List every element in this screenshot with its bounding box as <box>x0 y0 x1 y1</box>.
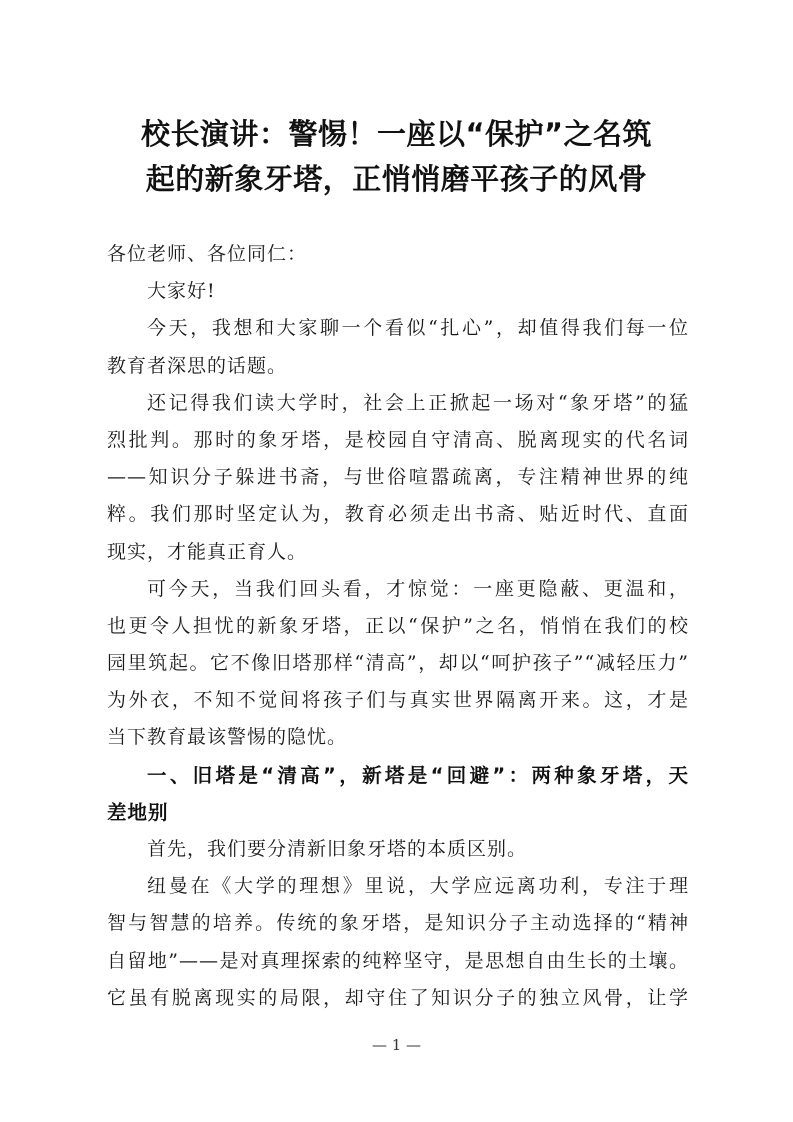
page-number: — 1 — <box>371 1036 422 1054</box>
paragraph-line: 纽曼在《大学的理想》里说，大学应远离功利，专注于理 <box>147 875 689 898</box>
paragraph-new-ivory-tower <box>107 571 689 757</box>
paragraph-line: 它虽有脱离现实的局限，却守住了知识分子的独立风骨，让学 <box>107 986 689 1009</box>
title-line-2: 起的新象牙塔，正悄悄磨平孩子的风骨 <box>145 162 648 196</box>
paragraph-line: 现实，才能真正育人。 <box>107 540 308 563</box>
paragraph-distinction <box>107 831 689 868</box>
paragraph-line: 还记得我们读大学时，社会上正掀起一场对“象牙塔”的猛 <box>147 391 689 414</box>
paragraph-newman <box>107 868 689 1017</box>
paragraph-line: 智与智慧的培养。传统的象牙塔，是知识分子主动选择的“精神 <box>107 912 689 935</box>
paragraph-line: 粹。我们那时坚定认为，教育必须走出书斋、贴近时代、直面 <box>107 503 689 526</box>
salutation: 各位老师、各位同仁： <box>107 243 308 265</box>
paragraph-intro <box>107 310 689 384</box>
paragraph-line: 教育者深思的话题。 <box>107 354 288 377</box>
page-title <box>90 112 703 202</box>
paragraph-line: 今天，我想和大家聊一个看似“扎心”，却值得我们每一位 <box>147 317 689 340</box>
heading-line: 差地别 <box>107 800 169 824</box>
title-line-1: 校长演讲：警惕！一座以“保护”之名筑 <box>140 117 653 151</box>
paragraph-line: 为外衣，不知不觉间将孩子们与真实世界隔离开来。这，才是 <box>107 689 689 712</box>
paragraph-line: 自留地”——是对真理探索的纯粹坚守，是思想自由生长的土壤。 <box>107 949 689 972</box>
paragraph-line: 烈批判。那时的象牙塔，是校园自守清高、脱离现实的代名词 <box>107 428 689 451</box>
paragraph-line: ——知识分子躲进书斋，与世俗喧嚣疏离，专注精神世界的纯 <box>107 466 689 489</box>
document-body <box>107 236 689 1017</box>
paragraph-line: 当下教育最该警惕的隐忧。 <box>107 726 348 749</box>
heading-line: 一、旧塔是“清高”，新塔是“回避”：两种象牙塔，天 <box>147 763 689 787</box>
paragraph-line: 园里筑起。它不像旧塔那样“清高”，却以“呵护孩子”“减轻压力” <box>107 652 689 675</box>
section-heading-1 <box>107 757 689 831</box>
paragraph-line: 首先，我们要分清新旧象牙塔的本质区别。 <box>147 838 528 860</box>
paragraph-ivory-tower-memory <box>107 385 689 571</box>
paragraph-line: 可今天，当我们回头看，才惊觉：一座更隐蔽、更温和， <box>147 577 689 600</box>
paragraph-line: 也更令人担忧的新象牙塔，正以“保护”之名，悄悄在我们的校 <box>107 614 689 637</box>
greeting: 大家好! <box>147 280 216 303</box>
